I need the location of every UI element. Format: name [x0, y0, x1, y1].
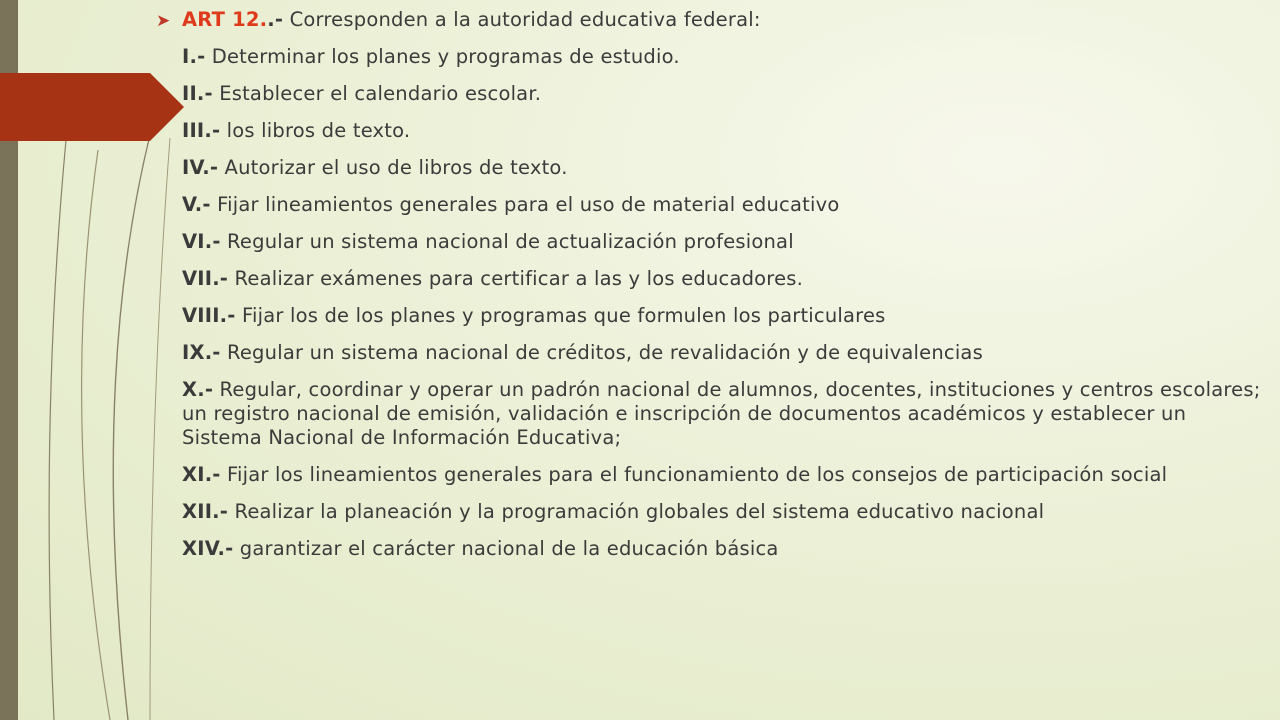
arrow-decoration	[0, 73, 184, 141]
item-number: IV.-	[182, 156, 219, 179]
item-number: III.-	[182, 119, 221, 142]
item-text: los libros de texto.	[220, 119, 411, 142]
list-item	[182, 267, 1262, 291]
list-item	[182, 304, 1262, 328]
item-number: II.-	[182, 82, 213, 105]
article-label: ART 12.	[182, 8, 268, 31]
item-number: XI.-	[182, 463, 221, 486]
item-text: Regular, coordinar y operar un padrón nacional de alumnos, docentes, instituciones y centros escolares; un registro nacional de emisión, validación e inscripción de documentos académicos y establecer un Sistema Nacional de Información Educativa;	[182, 378, 1261, 449]
item-text: Realizar la planeación y la programación globales del sistema educativo nacional	[228, 500, 1045, 523]
list-item	[182, 193, 1262, 217]
item-text: Fijar lineamientos generales para el uso de material educativo	[210, 193, 840, 216]
item-number: XIV.-	[182, 537, 234, 560]
list-item	[182, 341, 1262, 365]
list-item	[182, 45, 1262, 69]
list-item	[182, 119, 1262, 143]
item-number: VI.-	[182, 230, 221, 253]
list-item	[182, 378, 1262, 450]
item-text: Establecer el calendario escolar.	[212, 82, 542, 105]
item-text: Realizar exámenes para certificar a las y los educadores.	[228, 267, 804, 290]
item-text: Regular un sistema nacional de créditos, de revalidación y de equivalencias	[220, 341, 983, 364]
article-heading-text: Corresponden a la autoridad educativa federal:	[283, 8, 761, 31]
list-item	[182, 500, 1262, 524]
item-text: Determinar los planes y programas de estudio.	[205, 45, 680, 68]
item-number: IX.-	[182, 341, 221, 364]
item-number: I.-	[182, 45, 206, 68]
arrow-bullet-icon: ➤	[156, 11, 171, 31]
article-separator: .-	[267, 8, 284, 31]
list-item	[182, 82, 1262, 106]
list-item	[182, 463, 1262, 487]
list-item	[182, 156, 1262, 180]
item-number: V.-	[182, 193, 211, 216]
slide-content	[156, 8, 1262, 574]
item-number: VIII.-	[182, 304, 236, 327]
item-number: X.-	[182, 378, 214, 401]
item-number: VII.-	[182, 267, 229, 290]
item-text: Autorizar el uso de libros de texto.	[218, 156, 568, 179]
item-text: garantizar el carácter nacional de la educación básica	[233, 537, 779, 560]
item-text: Fijar los de los planes y programas que formulen los particulares	[235, 304, 886, 327]
item-text: Regular un sistema nacional de actualización profesional	[220, 230, 794, 253]
article-heading	[156, 8, 1262, 32]
list-item	[182, 230, 1262, 254]
list-item	[182, 537, 1262, 561]
item-number: XII.-	[182, 500, 229, 523]
item-text: Fijar los lineamientos generales para el funcionamiento de los consejos de participación social	[220, 463, 1168, 486]
